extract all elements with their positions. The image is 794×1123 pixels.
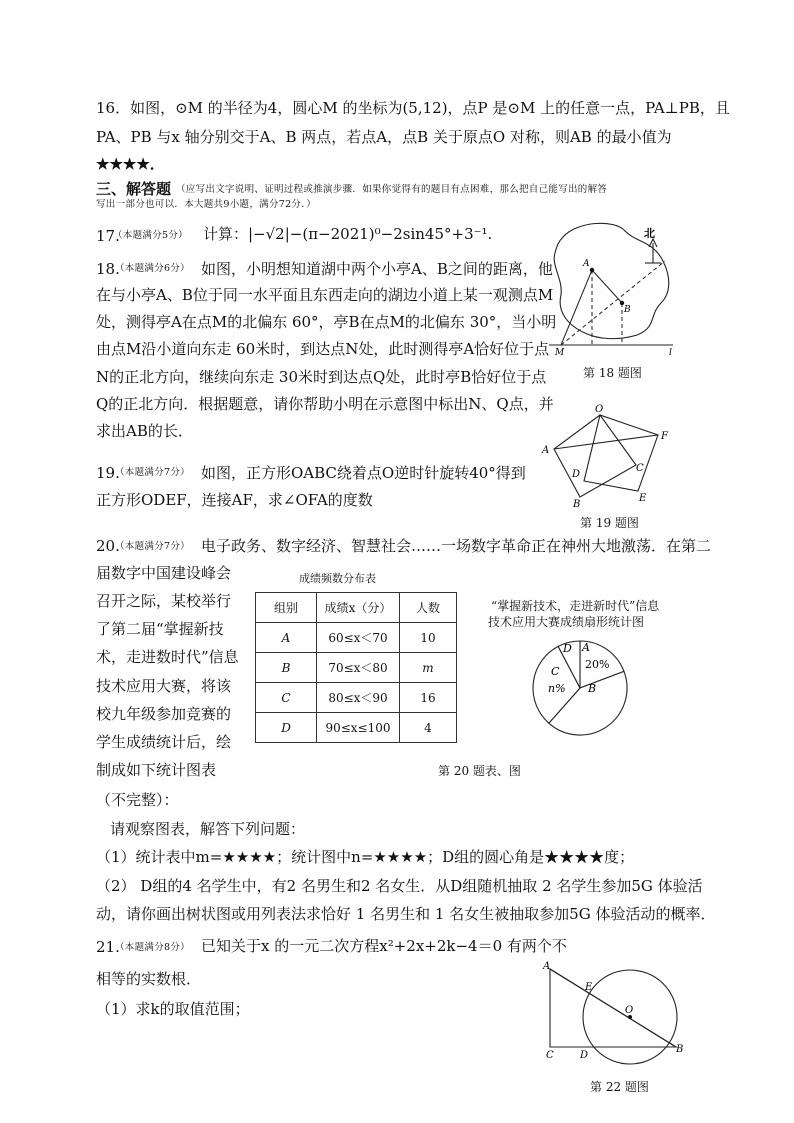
pie-title-2: 技术应用大赛成绩扇形统计图 bbox=[488, 615, 645, 629]
q18-line6: Q的正北方向．根据题意，请你帮助小明在示意图中标出N、Q点，并 bbox=[96, 395, 554, 413]
header-count: 人数 bbox=[400, 593, 457, 623]
q20-part3: 动，请你画出树状图或用列表法求恰好 1 名男生和 1 名女生被抽取参加5G 体验活动的概率． bbox=[96, 905, 716, 923]
table-row bbox=[256, 683, 457, 713]
q18-line5: N的正北方向，继续向东走 30米时到达点Q处，此时亭B恰好位于点 bbox=[96, 368, 547, 386]
section3-note2: 写出一部分也可以．本大题共9小题，满分72分．） bbox=[96, 199, 317, 210]
q20-caption: 第 20 题表、图 bbox=[438, 764, 521, 778]
table-row bbox=[256, 713, 457, 743]
q20-incomplete: （不完整）： bbox=[96, 791, 179, 809]
table-cell: D bbox=[256, 713, 317, 743]
table-cell: m bbox=[400, 653, 457, 683]
table-cell: 16 bbox=[400, 683, 457, 713]
sight-MB bbox=[561, 261, 665, 345]
section3-title: 三、解答题 bbox=[96, 180, 172, 198]
table-row bbox=[256, 653, 457, 683]
q19-score: （本题满分7分） bbox=[115, 467, 190, 478]
q21-part1: （1）求k的取值范围； bbox=[96, 1000, 250, 1018]
label-O: O bbox=[595, 404, 604, 415]
table-row bbox=[256, 623, 457, 653]
label-F: F bbox=[661, 431, 668, 442]
pie-label-C-pct: n% bbox=[548, 682, 566, 695]
pie-label-B: B bbox=[588, 682, 597, 695]
segment-AB bbox=[592, 270, 622, 303]
freq-table bbox=[255, 592, 457, 743]
q20-part2: （2） D组的4 名学生中，有2 名男生和2 名女生．从D组随机抽取 2 名学生参加5G 体验活 bbox=[96, 877, 703, 895]
label-D: D bbox=[572, 469, 581, 480]
q18-score: （本题满分6分） bbox=[115, 263, 190, 274]
section3-note1: （应写出文字说明、证明过程或推演步骤．如果你觉得有的题目有点困难，那么把自己能写出的解答 bbox=[176, 184, 608, 195]
table-header-row bbox=[256, 593, 457, 623]
q20-side-3: 了第二届“掌握新技 bbox=[96, 620, 224, 638]
q18-line1: 如图，小明想知道湖中两个小亭A、B之间的距离，他 bbox=[201, 260, 553, 278]
table-cell: 70≤x＜80 bbox=[317, 653, 400, 683]
q18-figure bbox=[545, 215, 695, 355]
q19-figure bbox=[538, 403, 678, 513]
segment-AB22 bbox=[550, 969, 676, 1047]
q20-side-2: 召开之际，某校举行 bbox=[96, 592, 232, 610]
point-A bbox=[590, 268, 594, 272]
label-C: C bbox=[636, 463, 644, 474]
table-cell: 80≤x＜90 bbox=[317, 683, 400, 713]
label-C22: C bbox=[546, 1050, 554, 1061]
q22-figure bbox=[538, 957, 688, 1067]
q19-caption: 第 19 题图 bbox=[580, 516, 639, 530]
square-ODEF bbox=[584, 415, 658, 491]
q18-number: 18. bbox=[96, 260, 120, 278]
q16-answer-blank: ★★★★． bbox=[96, 155, 165, 173]
q18-caption: 第 18 题图 bbox=[583, 366, 642, 380]
table-cell: 60≤x＜70 bbox=[317, 623, 400, 653]
q17-score: （本题满分5分） bbox=[113, 230, 188, 241]
q18-line7: 求出AB的长． bbox=[96, 422, 193, 440]
lake-outline bbox=[554, 223, 669, 338]
q18-line3: 处，测得亭A在点M的北偏东 60°，亭B在点M的北偏东 30°，当小明 bbox=[96, 313, 557, 331]
header-group: 组别 bbox=[256, 593, 317, 623]
q20-side-1: 届数字中国建设峰会 bbox=[96, 564, 232, 582]
q16-line1: 16．如图，⊙M 的半径为4，圆心M 的坐标为(5,12)，点P 是⊙M 上的任意一点，PA⊥PB，且 bbox=[96, 99, 730, 117]
q21-score: （本题满分8分） bbox=[115, 942, 190, 953]
header-score: 成绩x（分） bbox=[317, 593, 400, 623]
label-A: A bbox=[583, 259, 590, 269]
label-l: l bbox=[669, 348, 672, 355]
table-cell: 90≤x≤100 bbox=[317, 713, 400, 743]
label-D22: D bbox=[580, 1050, 589, 1061]
pie-label-A: A bbox=[582, 641, 590, 654]
pie-chart bbox=[520, 628, 640, 748]
q17-text: 计算：|−√2|−(π−2021)⁰−2sin45°+3⁻¹. bbox=[203, 225, 493, 243]
q19-line1: 如图，正方形OABC绕着点O逆时针旋转40°得到 bbox=[201, 464, 526, 482]
q18-line4: 由点M沿小道向东走 60米时，到达点N处，此时测得亭A恰好位于点 bbox=[96, 340, 550, 358]
table-cell: A bbox=[256, 623, 317, 653]
square-OABC bbox=[554, 415, 636, 497]
north-label: 北 bbox=[644, 227, 655, 240]
label-O22: O bbox=[625, 1005, 634, 1016]
pie-title-1: “掌握新技术，走进新时代”信息 bbox=[491, 599, 660, 613]
q20-part1: （1）统计表中m=★★★★；统计图中n=★★★★；D组的圆心角是★★★★度； bbox=[96, 848, 635, 866]
table-cell: B bbox=[256, 653, 317, 683]
q22-caption: 第 22 题图 bbox=[590, 1080, 649, 1094]
q19-number: 19. bbox=[96, 464, 120, 482]
label-A19: A bbox=[542, 445, 550, 456]
q21-line1: 已知关于x 的一元二次方程x²+2x+2k−4＝0 有两个不 bbox=[201, 937, 567, 955]
q20-ask: 请观察图表，解答下列问题： bbox=[110, 820, 306, 838]
label-A22: A bbox=[543, 961, 551, 972]
label-E22: E bbox=[585, 982, 593, 993]
q20-side-4: 术，走进数时代”信息 bbox=[96, 648, 239, 666]
label-B: B bbox=[624, 305, 631, 315]
label-M: M bbox=[555, 348, 565, 355]
table-cell: 10 bbox=[400, 623, 457, 653]
freq-table-title: 成绩频数分布表 bbox=[299, 572, 376, 585]
q16-line2: PA、PB 与x 轴分别交于A、B 两点，若点A，点B 关于原点O 对称，则AB 的最小值为 bbox=[96, 128, 672, 146]
q19-line2: 正方形ODEF，连接AF，求∠OFA的度数 bbox=[96, 491, 373, 509]
pie-label-A-pct: 20% bbox=[585, 658, 610, 671]
q20-score: （本题满分7分） bbox=[115, 541, 190, 552]
label-B22: B bbox=[676, 1044, 684, 1055]
q18-line2: 在与小亭A、B位于同一水平面且东西走向的湖边小道上某一观测点M bbox=[96, 286, 554, 304]
q17-number: 17. bbox=[96, 227, 120, 245]
label-B19: B bbox=[573, 499, 581, 510]
label-E: E bbox=[639, 493, 647, 504]
q21-number: 21. bbox=[96, 938, 120, 956]
pie-label-D: D bbox=[563, 642, 572, 655]
table-cell: 4 bbox=[400, 713, 457, 743]
q20-line1: 电子政务、数字经济、智慧社会……一场数字革命正在神州大地激荡．在第二 bbox=[201, 537, 712, 555]
pie-label-C: C bbox=[551, 665, 560, 678]
q20-side-6: 校九年级参加竞赛的 bbox=[96, 705, 232, 723]
q20-side-8: 制成如下统计图表 bbox=[96, 761, 217, 779]
q20-side-5: 技术应用大赛，将该 bbox=[96, 677, 232, 695]
table-cell: C bbox=[256, 683, 317, 713]
q21-line2: 相等的实数根． bbox=[96, 970, 202, 988]
q20-side-7: 学生成绩统计后，绘 bbox=[96, 733, 232, 751]
q20-number: 20. bbox=[96, 537, 120, 555]
